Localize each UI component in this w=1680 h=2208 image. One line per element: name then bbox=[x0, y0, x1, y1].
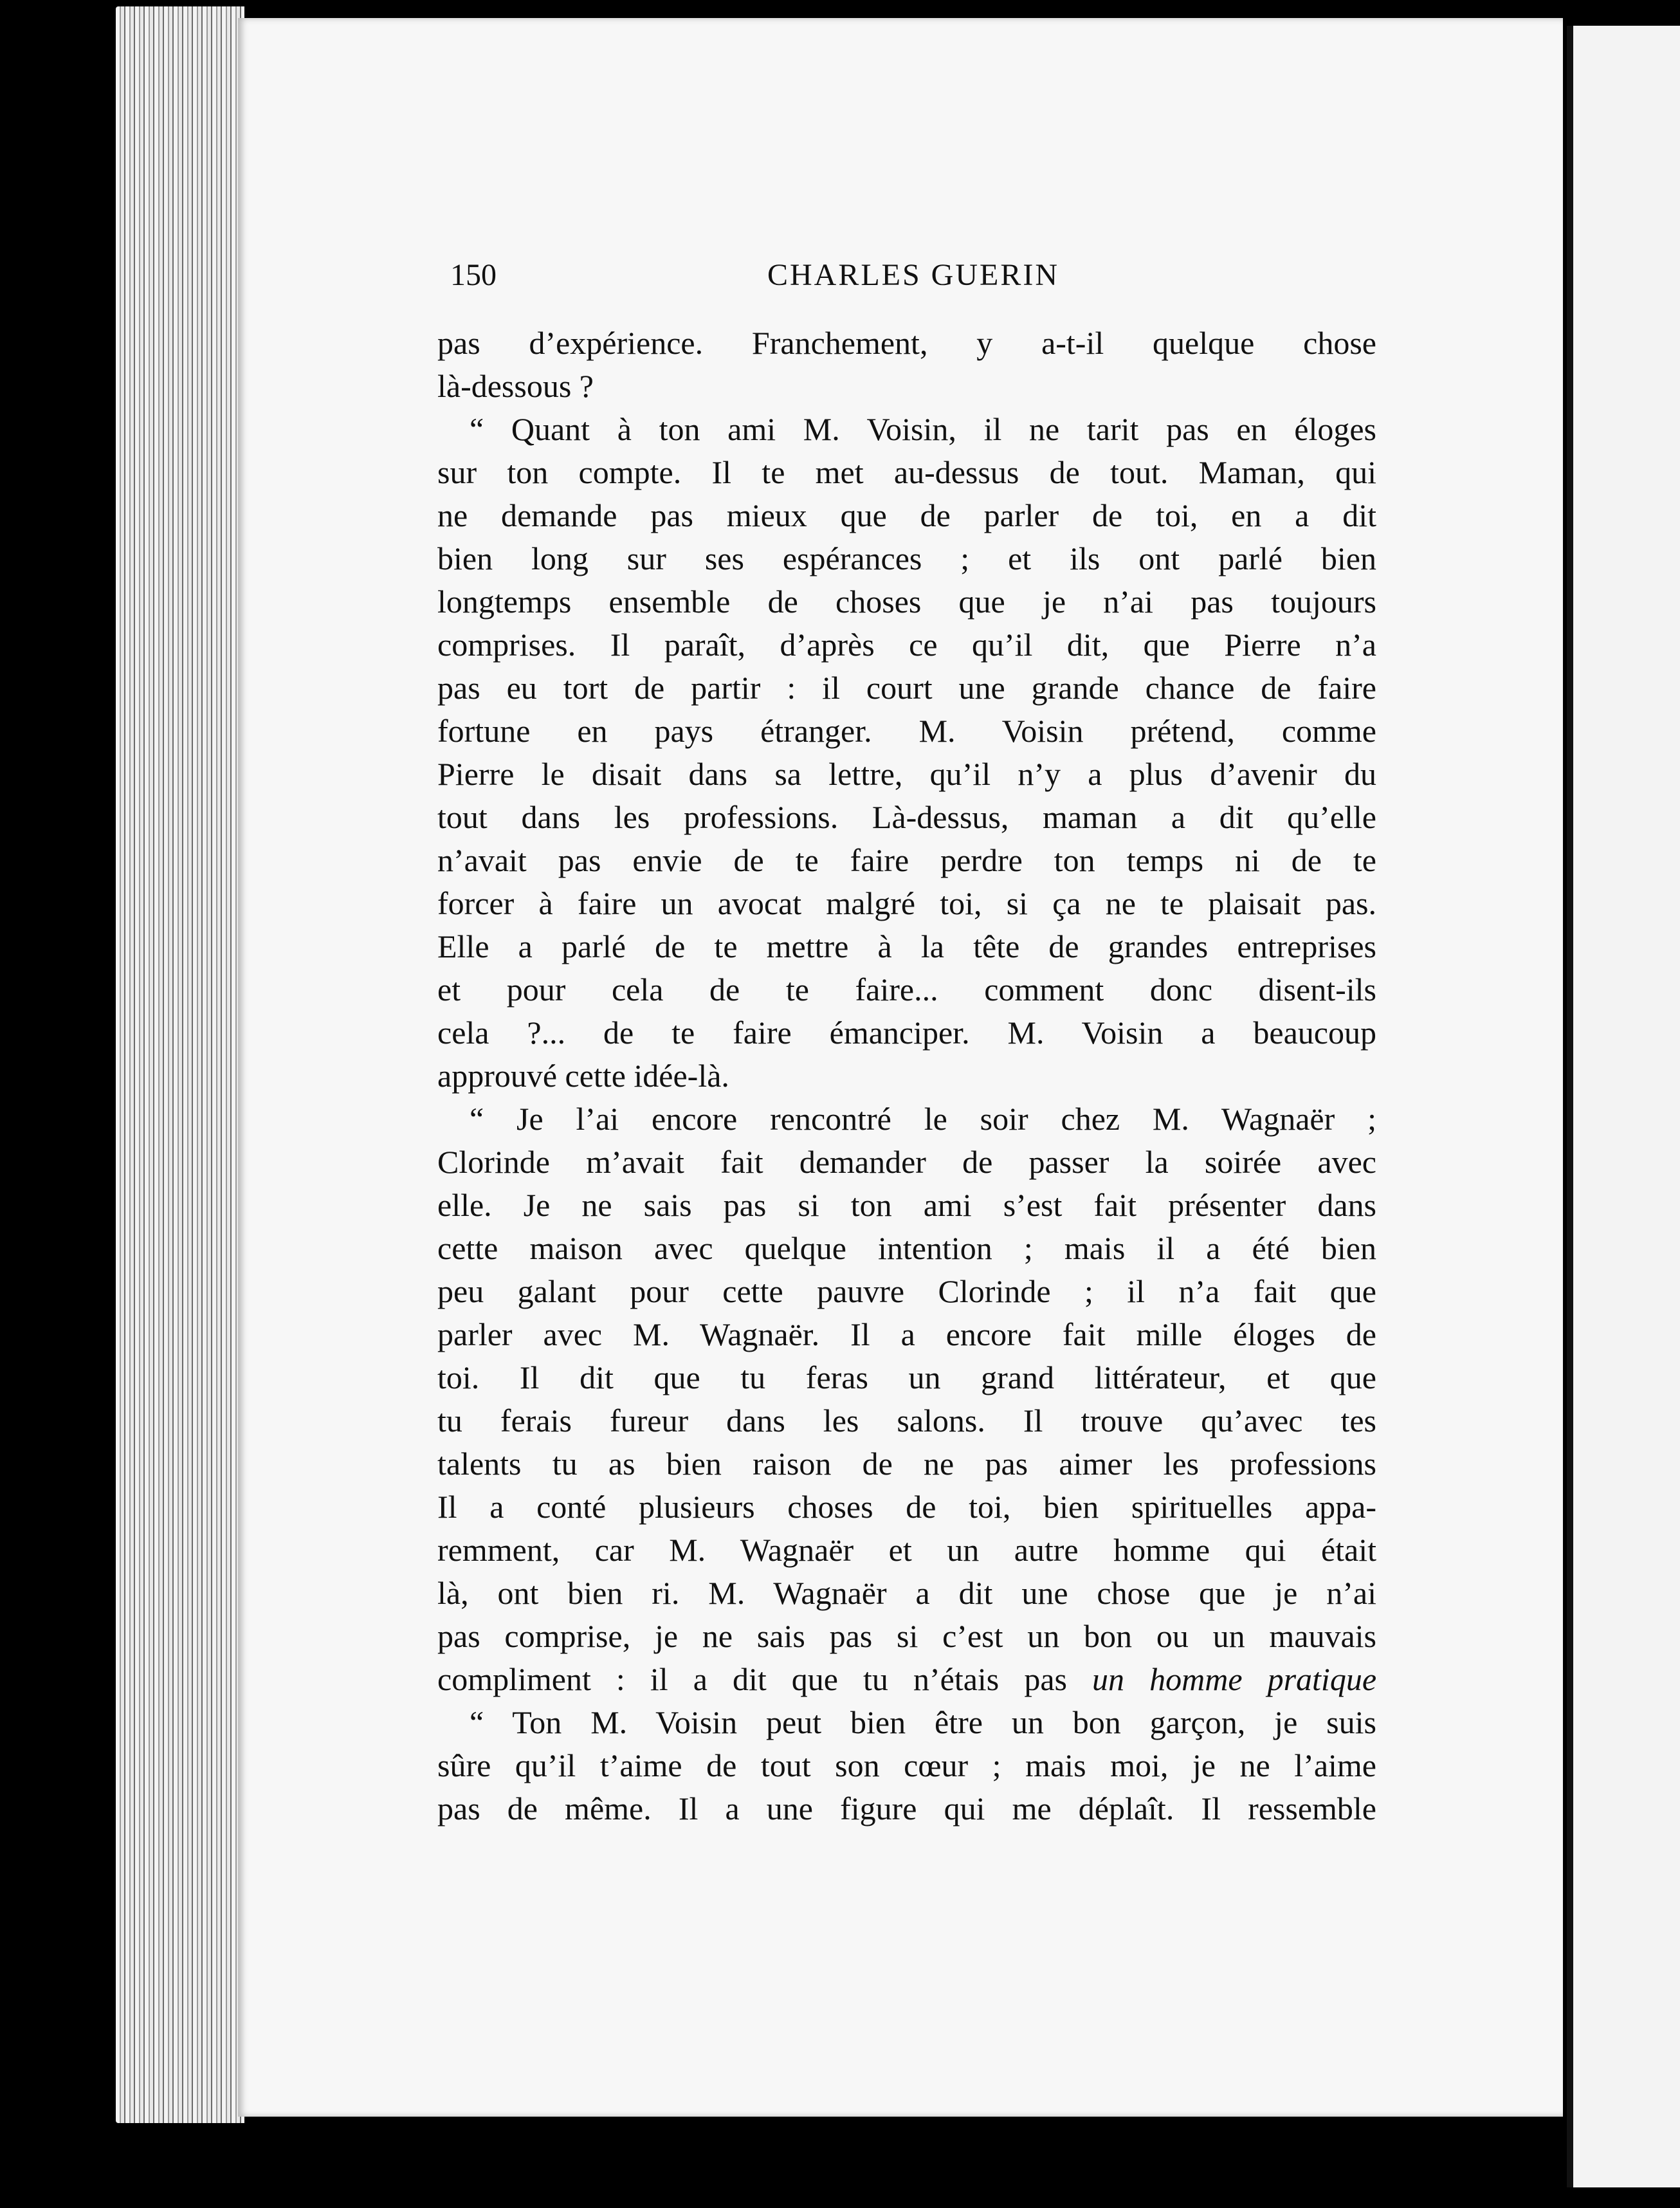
facing-page-edge bbox=[1567, 26, 1680, 2187]
text-line: pas de même. Il a une figure qui me déplaît. Il ressemble bbox=[437, 1790, 1376, 1826]
text-line: pas d’expérience. Franchement, y a-t-il quelque chose bbox=[437, 325, 1376, 361]
text-line: remment, car M. Wagnaër et un autre homme qui était bbox=[437, 1532, 1376, 1568]
text-line: Il a conté plusieurs choses de toi, bien spirituelles appa- bbox=[437, 1489, 1376, 1525]
text-line: peu galant pour cette pauvre Clorinde ; il n’a fait que bbox=[437, 1273, 1376, 1309]
text-line: elle. Je ne sais pas si ton ami s’est fait présenter dans bbox=[437, 1187, 1376, 1223]
text-line: là-dessous ? bbox=[437, 368, 594, 404]
body-text bbox=[437, 322, 1376, 1830]
italic-phrase: un homme pratique bbox=[1092, 1661, 1377, 1697]
book-page-edges bbox=[116, 6, 244, 2123]
text-line: “ Quant à ton ami M. Voisin, il ne tarit pas en éloges bbox=[470, 411, 1376, 447]
text-line: tout dans les professions. Là-dessus, maman a dit qu’elle bbox=[437, 799, 1376, 835]
text-line: “ Je l’ai encore rencontré le soir chez M. Wagnaër ; bbox=[470, 1101, 1376, 1137]
text-line: et pour cela de te faire... comment donc disent-ils bbox=[437, 971, 1376, 1007]
text-line: cela ?... de te faire émanciper. M. Voisin a beaucoup bbox=[437, 1015, 1376, 1051]
text-line-with-italic bbox=[437, 1658, 1376, 1701]
text-line: Pierre le disait dans sa lettre, qu’il n’y a plus d’avenir du bbox=[437, 756, 1376, 792]
running-title: CHARLES GUERIN bbox=[767, 258, 1059, 292]
text-line: “ Ton M. Voisin peut bien être un bon garçon, je suis bbox=[470, 1704, 1376, 1740]
text-line: Elle a parlé de te mettre à la tête de grandes entreprises bbox=[437, 928, 1376, 964]
text-line: fortune en pays étranger. M. Voisin prétend, comme bbox=[437, 713, 1376, 749]
text-line: toi. Il dit que tu feras un grand littérateur, et que bbox=[437, 1359, 1376, 1395]
text-line: pas eu tort de partir : il court une grande chance de faire bbox=[437, 670, 1376, 706]
text-line: n’avait pas envie de te faire perdre ton temps ni de te bbox=[437, 842, 1376, 878]
text-line: comprises. Il paraît, d’après ce qu’il dit, que Pierre n’a bbox=[437, 627, 1376, 663]
text-line: cette maison avec quelque intention ; mais il a été bien bbox=[437, 1230, 1376, 1266]
text-line: là, ont bien ri. M. Wagnaër a dit une chose que je n’ai bbox=[437, 1575, 1376, 1611]
text-line: talents tu as bien raison de ne pas aimer les professions bbox=[437, 1446, 1376, 1482]
text-line: approuvé cette idée-là. bbox=[437, 1058, 729, 1094]
text-line: bien long sur ses espérances ; et ils ont parlé bien bbox=[437, 540, 1376, 576]
text-line: tu ferais fureur dans les salons. Il trouve qu’avec tes bbox=[437, 1403, 1376, 1439]
page-header bbox=[450, 257, 1376, 302]
text-line: Clorinde m’avait fait demander de passer la soirée avec bbox=[437, 1144, 1376, 1180]
page-number: 150 bbox=[450, 258, 497, 292]
text-line: longtemps ensemble de choses que je n’ai pas toujours bbox=[437, 584, 1376, 620]
text-line: forcer à faire un avocat malgré toi, si ça ne te plaisait pas. bbox=[437, 885, 1376, 921]
text-line: pas comprise, je ne sais pas si c’est un bon ou un mauvais bbox=[437, 1618, 1376, 1654]
text-segment: compliment : il a dit que tu n’étais pas bbox=[437, 1661, 1067, 1697]
text-line: parler avec M. Wagnaër. Il a encore fait mille éloges de bbox=[437, 1316, 1376, 1352]
text-line: sur ton compte. Il te met au-dessus de tout. Maman, qui bbox=[437, 454, 1376, 490]
text-line: ne demande pas mieux que de parler de toi, en a dit bbox=[437, 497, 1376, 533]
text-line: sûre qu’il t’aime de tout son cœur ; mais moi, je ne l’aime bbox=[437, 1747, 1376, 1783]
